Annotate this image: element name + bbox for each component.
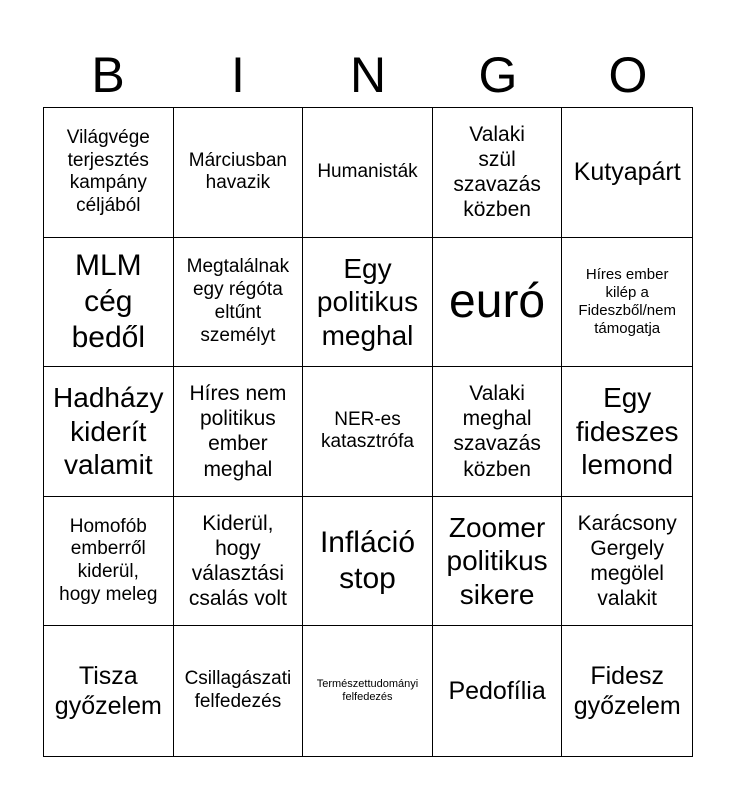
cell-text: Homofób emberről kiderül, hogy meleg	[59, 515, 158, 605]
bingo-cell[interactable]	[433, 367, 563, 497]
bingo-cell[interactable]	[174, 626, 304, 756]
cell-text: Karácsony Gergely megölel valakit	[577, 511, 677, 611]
bingo-cell[interactable]	[433, 108, 563, 238]
cell-text: MLM cég bedől	[71, 248, 145, 354]
bingo-cell[interactable]	[303, 238, 433, 368]
cell-text: Humanisták	[317, 160, 418, 182]
bingo-cell[interactable]	[44, 238, 174, 368]
bingo-cell[interactable]	[303, 108, 433, 238]
bingo-cell[interactable]	[562, 497, 692, 627]
cell-text: Hadházy kiderít valamit	[53, 382, 164, 481]
cell-text: euró	[449, 275, 546, 329]
bingo-cell[interactable]	[433, 626, 563, 756]
bingo-cell[interactable]	[562, 238, 692, 368]
cell-text: NER-es katasztrófa	[321, 408, 414, 453]
cell-text: Zoomer politikus sikere	[446, 511, 548, 610]
cell-text: Valaki meghal szavazás közben	[453, 382, 541, 481]
bingo-cell[interactable]	[174, 497, 304, 627]
bingo-cell[interactable]	[44, 108, 174, 238]
bingo-cell[interactable]	[433, 238, 563, 368]
bingo-cell[interactable]	[303, 497, 433, 627]
cell-text: Kutyapárt	[573, 158, 681, 187]
bingo-cell[interactable]	[174, 238, 304, 368]
cell-text: Fidesz győzelem	[573, 662, 681, 721]
cell-text: Híres ember kilép a Fideszből/nem támogatja	[578, 265, 676, 337]
bingo-header	[43, 40, 693, 108]
cell-text: Infláció stop	[319, 526, 416, 596]
bingo-cell[interactable]	[562, 626, 692, 756]
header-letter-n: N	[349, 47, 387, 103]
bingo-cell[interactable]	[562, 108, 692, 238]
header-letter-b: B	[91, 47, 125, 103]
cell-text: Egy politikus meghal	[316, 252, 419, 351]
bingo-cell[interactable]	[44, 626, 174, 756]
bingo-cell[interactable]	[303, 367, 433, 497]
cell-text: Híres nem politikus ember meghal	[189, 382, 287, 481]
header-letter-g: G	[478, 47, 518, 103]
bingo-cell[interactable]	[44, 367, 174, 497]
cell-text: Csillagászati felfedezés	[184, 668, 292, 713]
cell-text: Tisza győzelem	[54, 662, 162, 721]
cell-text: Természettudományi felfedezés	[316, 678, 419, 704]
bingo-cell[interactable]	[562, 367, 692, 497]
cell-text: Megtalálnak egy régóta eltűnt személyt	[186, 256, 290, 346]
bingo-cell[interactable]	[44, 497, 174, 627]
cell-text: Kiderül, hogy választási csalás volt	[188, 511, 287, 611]
cell-text: Világvége terjesztés kampány céljából	[66, 126, 150, 217]
bingo-cell[interactable]	[303, 626, 433, 756]
cell-text: Márciusban havazik	[188, 149, 287, 194]
header-letter-i: I	[231, 47, 245, 103]
cell-text: Valaki szül szavazás közben	[453, 122, 541, 222]
header-letter-o: O	[608, 47, 648, 103]
cell-text: Egy fideszes lemond	[575, 382, 679, 481]
bingo-board	[43, 107, 693, 757]
cell-text: Pedofília	[448, 677, 546, 706]
bingo-cell[interactable]	[174, 108, 304, 238]
bingo-cell[interactable]	[433, 497, 563, 627]
bingo-cell[interactable]	[174, 367, 304, 497]
